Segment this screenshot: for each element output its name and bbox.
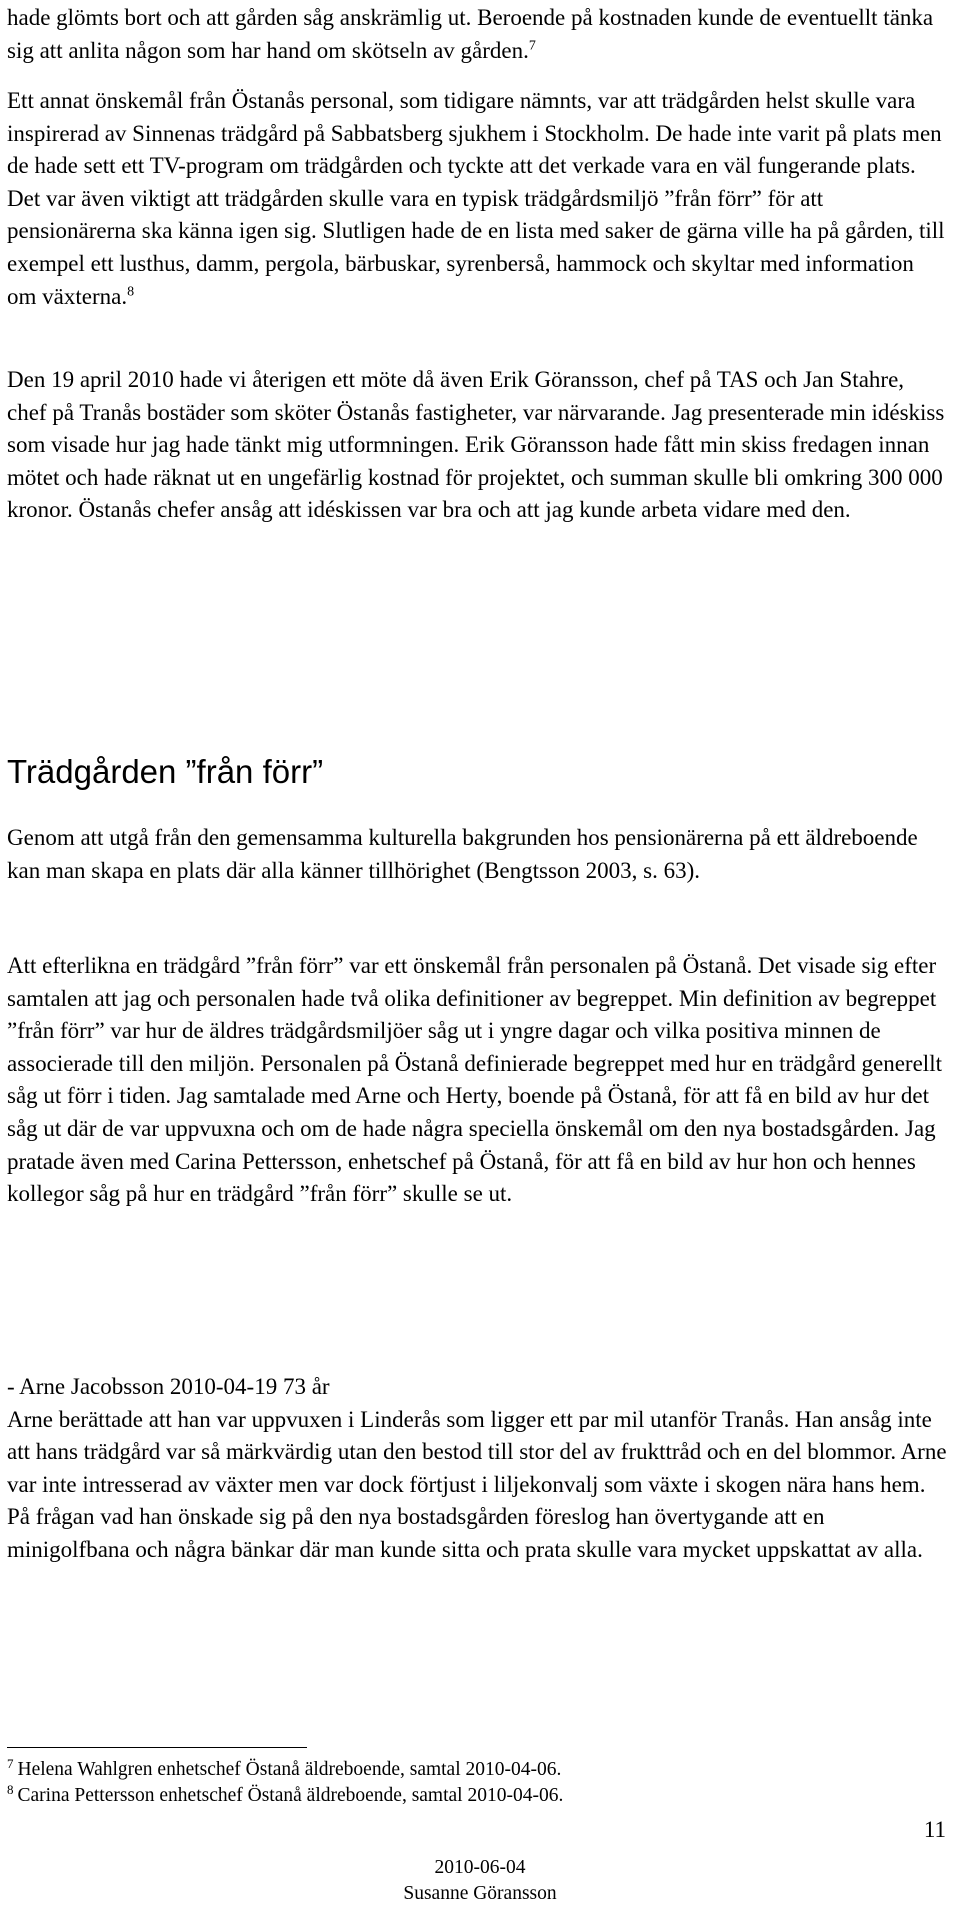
footnote-ref-8[interactable]: 8 <box>127 283 135 299</box>
section-heading: Trädgården ”från förr” <box>7 753 324 790</box>
paragraph-2 <box>7 364 947 527</box>
footnote-7 <box>7 1757 561 1783</box>
footnote-ref-7[interactable]: 7 <box>528 37 536 53</box>
footnote-divider <box>7 1747 307 1748</box>
page-number: 11 <box>923 1817 946 1842</box>
paragraph-0 <box>7 2 947 67</box>
paragraph-4-text: Att efterlikna en trädgård ”från förr” var ett önskemål från personalen på Östanå. Det visade sig efter samtalen att jag och personalen hade två olika definitioner av begreppet. Min definition av begreppet ”från förr” var hur de äldres trädgårdsmiljöer såg ut i yngre dagar och vilka positiva minnen de associerade till den miljön. Personalen på Östanå definierade begreppet med hur en trädgård generellt såg ut förr i tiden. Jag samtalade med Arne och Herty, boende på Östanå, för att få en bild av hur det såg ut där de var uppvuxna och om de hade några speciella önskemål om den nya bostadsgården. Jag pratade även med Carina Pettersson, enhetschef på Östanå, för att få en bild av hur hon och hennes kollegor såg på hur en trädgård ”från förr” skulle se ut. <box>7 953 942 1207</box>
footnote-text: Helena Wahlgren enhetschef Östanå äldreboende, samtal 2010-04-06. <box>17 1759 562 1780</box>
paragraph-3-text: Genom att utgå från den gemensamma kulturella bakgrunden hos pensionärerna på ett äldreboende kan man skapa en plats där alla känner tillhörighet (Bengtsson 2003, s. 63). <box>7 825 918 883</box>
footnote-text: Carina Pettersson enhetschef Östanå äldreboende, samtal 2010-04-06. <box>17 1785 564 1806</box>
paragraph-3 <box>7 822 947 887</box>
footer-date: 2010-06-04 <box>434 1857 526 1878</box>
paragraph-1-text: Ett annat önskemål från Östanås personal, som tidigare nämnts, var att trädgården helst skulle vara inspirerad av Sinnenas trädgård på Sabbatsberg sjukhem i Stockholm. De hade inte varit på plats men de hade sett ett TV-program om trädgården och tyckte att det verkade vara en väl fungerande plats. Det var även viktigt att trädgården skulle vara en typisk trädgårdsmiljö ”från förr” för att pensionärerna ska känna igen sig. Slutligen hade de en lista med saker de gärna ville ha på gården, till exempel ett lusthus, damm, pergola, bärbuskar, syrenberså, hammock och skyltar med information om växterna. <box>7 88 945 309</box>
paragraph-1 <box>7 85 947 313</box>
interview-heading: - Arne Jacobsson 2010-04-19 73 år <box>7 1374 330 1399</box>
paragraph-4 <box>7 950 947 1211</box>
paragraph-0-text: hade glömts bort och att gården såg anskrämlig ut. Beroende på kostnaden kunde de eventuellt tänka sig att anlita någon som har hand om skötseln av gården. <box>7 5 934 63</box>
footnote-number: 7 <box>7 1755 14 1771</box>
footnote-number: 8 <box>7 1781 14 1797</box>
paragraph-5 <box>7 1371 947 1567</box>
footnote-8 <box>7 1783 563 1809</box>
footer-author: Susanne Göransson <box>403 1883 557 1904</box>
paragraph-5-text: Arne berättade att han var uppvuxen i Linderås som ligger ett par mil utanför Tranås. Han ansåg inte att hans trädgård var så märkvärdig utan den bestod till stor del av frukttråd och en del blommor. Arne var inte intresserad av växter men var dock förtjust i liljekonvalj som växte i skogen nära hans hem. På frågan vad han önskade sig på den nya bostadsgården föreslog han övertygande att en minigolfbana och några bänkar där man kunde sitta och prata skulle vara mycket uppskattat av alla. <box>7 1406 947 1562</box>
paragraph-2-text: Den 19 april 2010 hade vi återigen ett möte då även Erik Göransson, chef på TAS och Jan Stahre, chef på Tranås bostäder som sköter Östanås fastigheter, var närvarande. Jag presenterade min idéskiss som visade hur jag hade tänkt mig utformningen. Erik Göransson hade fått min skiss fredagen innan mötet och hade räknat ut en ungefärlig kostnad för projektet, och summan skulle bli omkring 300 000 kronor. Östanås chefer ansåg att idéskissen var bra och att jag kunde arbeta vidare med den. <box>7 367 945 523</box>
